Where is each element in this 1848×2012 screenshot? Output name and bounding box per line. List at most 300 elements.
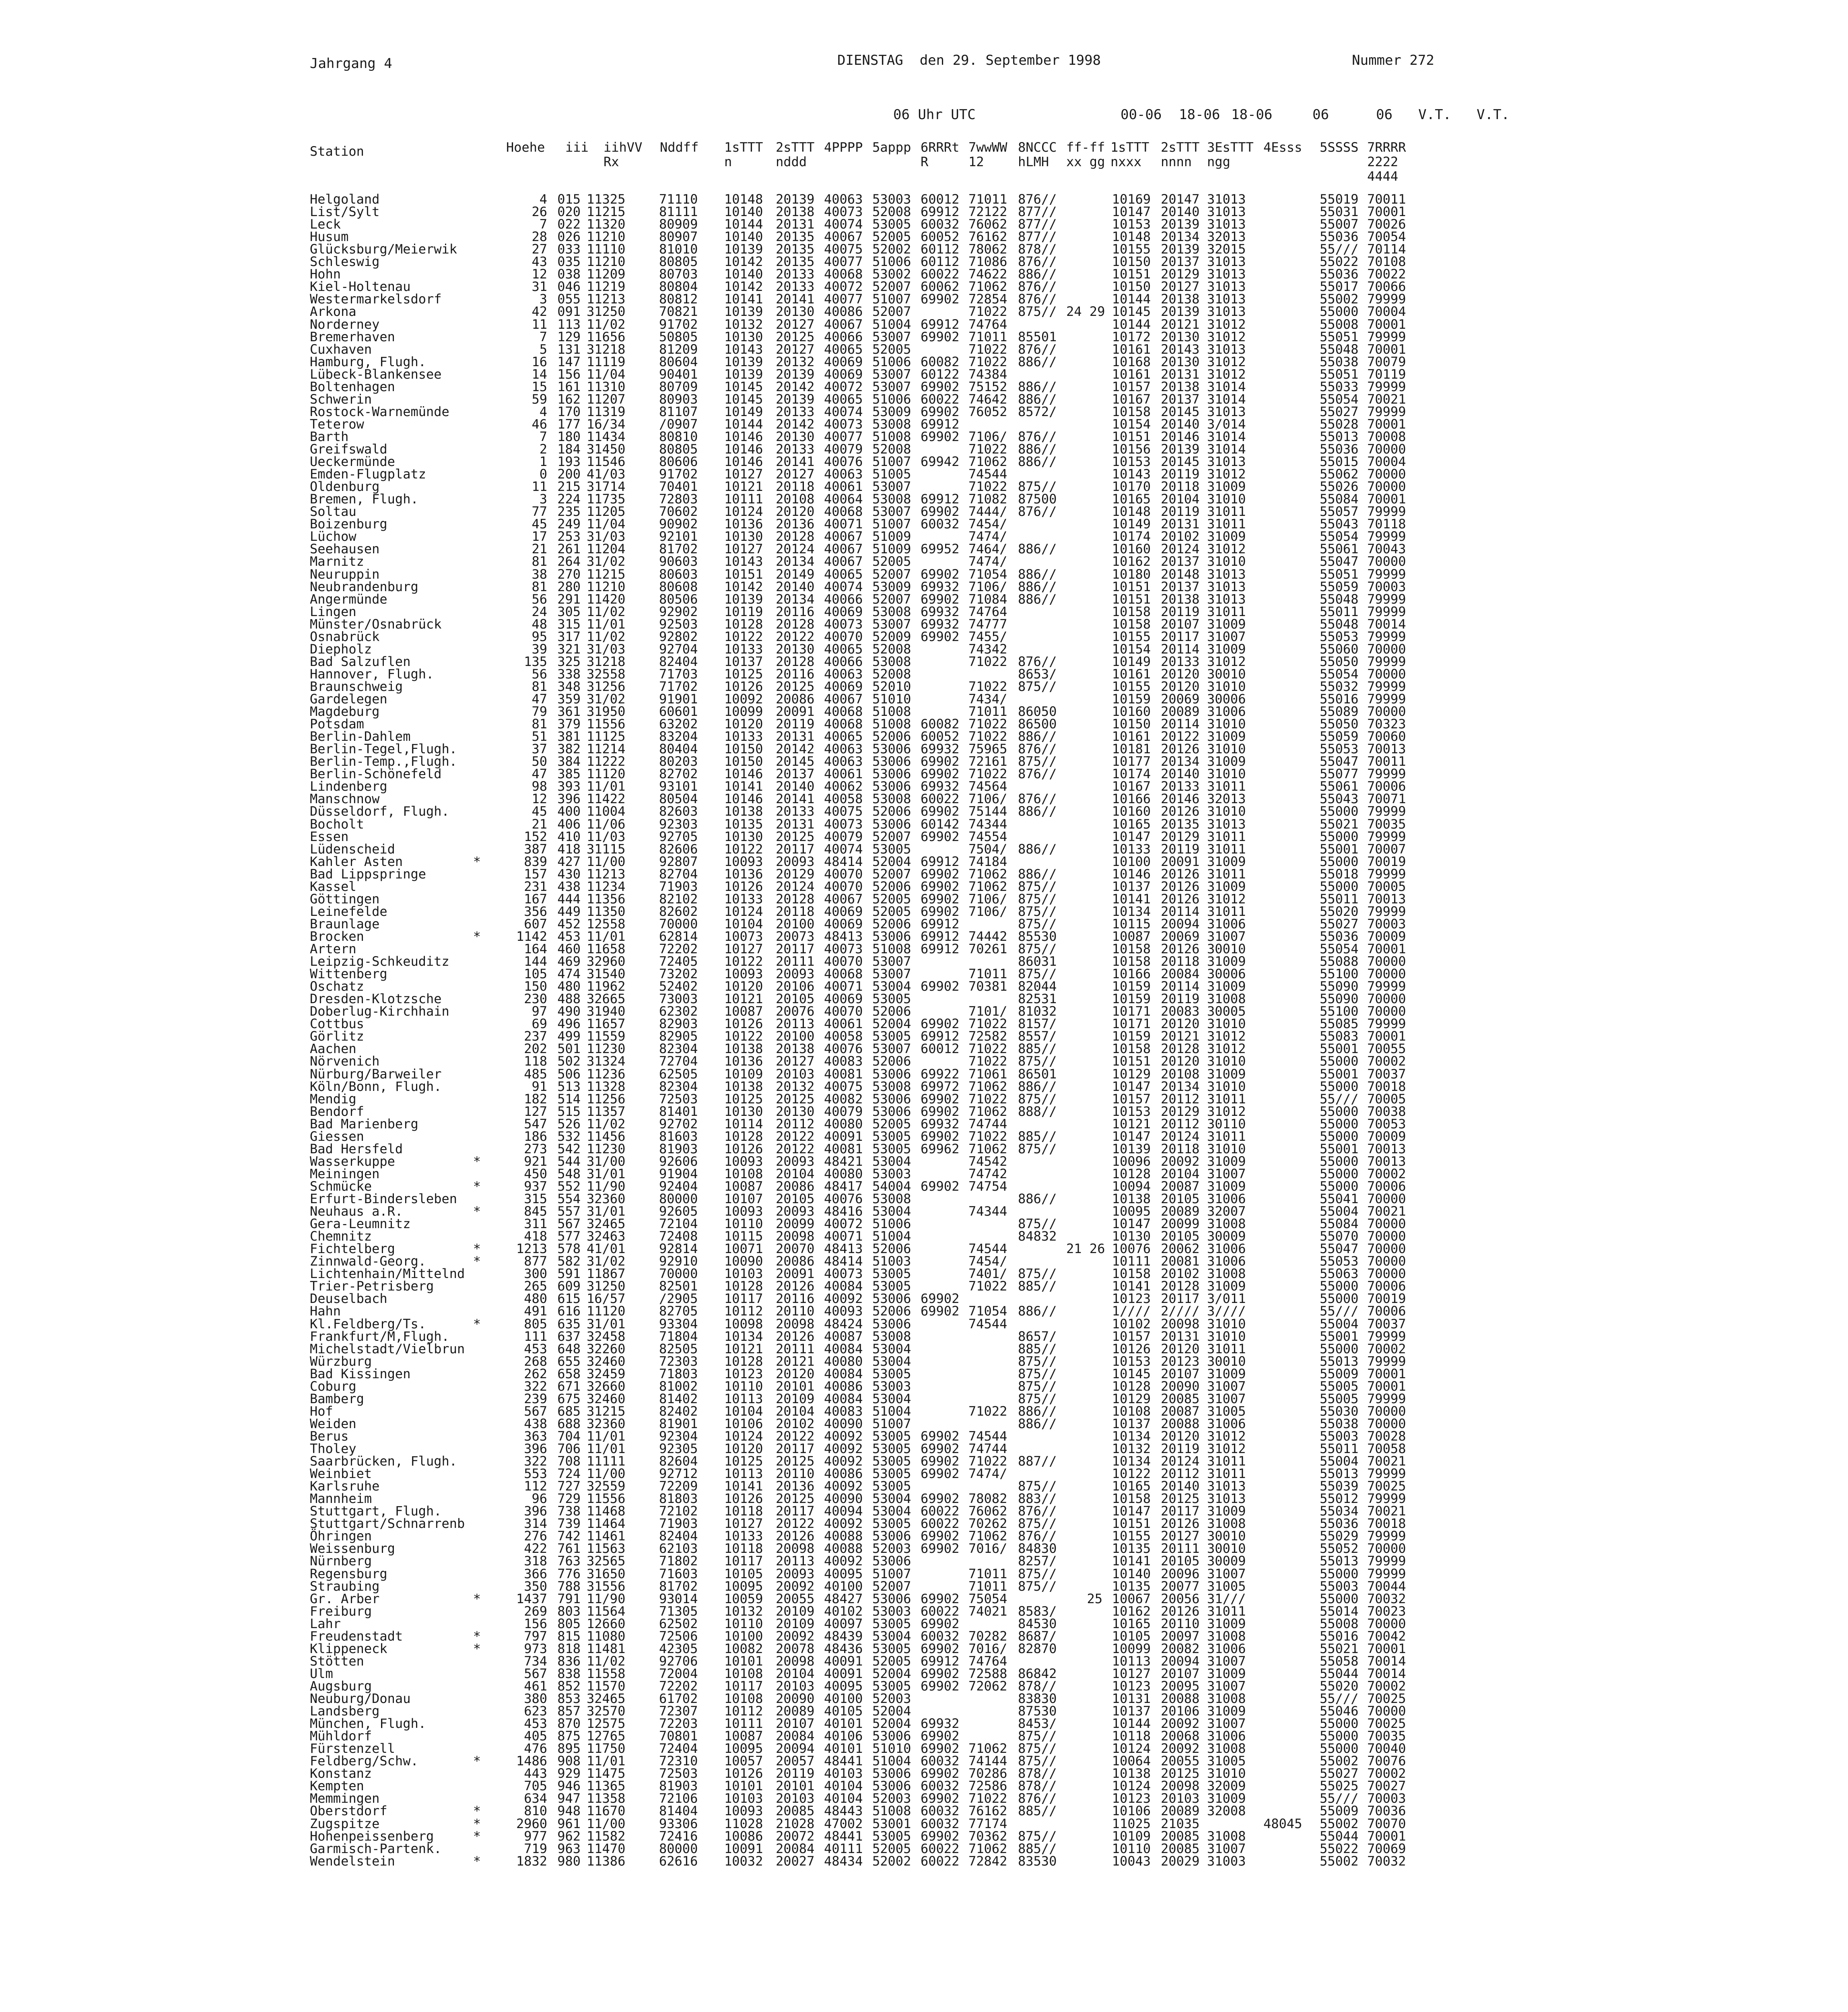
iii: 513 [557, 1078, 581, 1094]
nddff: 62616 [659, 1853, 698, 1869]
hoehe: 96 [532, 1491, 547, 1507]
nddff: 80709 [659, 379, 698, 394]
group-6rrrt: 69932 [921, 1116, 960, 1132]
group-5appp: 51007 [872, 1416, 911, 1431]
table-row [310, 1218, 1718, 1230]
nddff: 82404 [659, 1528, 698, 1544]
group-7rrrr: 70035 [1367, 816, 1406, 832]
group-1sttt-b: 10160 [1112, 541, 1151, 557]
group-7rrrr: 70000 [1367, 641, 1406, 657]
station-name: Braunschweig [310, 678, 403, 694]
group-2sttt-b: 20085 [1161, 1828, 1200, 1844]
group-7wwww: 71011 [968, 1566, 1007, 1581]
table-row [310, 555, 1718, 568]
group-7wwww: 7106/ [968, 891, 1007, 907]
group-8nccc: 875// [1018, 941, 1057, 957]
group-2sttt: 20130 [776, 641, 815, 657]
group-2sttt-b: 20138 [1161, 291, 1200, 307]
group-5appp: 53006 [872, 1528, 911, 1544]
group-2sttt-b: 20139 [1161, 304, 1200, 320]
group-4pppp: 40101 [824, 1716, 863, 1732]
nddff: 81702 [659, 541, 698, 557]
group-8nccc: 885// [1018, 1841, 1057, 1856]
iii: 249 [557, 516, 581, 532]
group-2sttt: 20120 [776, 504, 815, 519]
group-7rrrr: 70014 [1367, 1666, 1406, 1681]
group-1sttt-b: 10145 [1112, 304, 1151, 320]
iihvv: 11461 [587, 1528, 626, 1544]
group-4pppp: 40100 [824, 1578, 863, 1594]
group-7wwww: 70282 [968, 1628, 1007, 1644]
group-1sttt: 10118 [724, 1503, 763, 1519]
group-6rrrt: 60032 [921, 1778, 960, 1794]
group-8nccc: 876// [1018, 1503, 1057, 1519]
table-row [310, 943, 1718, 955]
iihvv: 11256 [587, 1091, 626, 1107]
group-2sttt: 20086 [776, 1178, 815, 1194]
iii: 616 [557, 1303, 581, 1319]
iii: 361 [557, 704, 581, 719]
group-3esttt: 31014 [1207, 441, 1246, 457]
group-5appp: 51007 [872, 454, 911, 470]
group-2sttt-b: 20126 [1161, 741, 1200, 757]
group-1sttt: 10099 [724, 704, 763, 719]
iii: 325 [557, 653, 581, 669]
hoehe: 38 [532, 566, 547, 582]
station-name: Memmingen [310, 1791, 380, 1806]
hoehe: 12 [532, 266, 547, 282]
group-1sttt: 10126 [724, 1141, 763, 1156]
group-1sttt-b: 10137 [1112, 1703, 1151, 1719]
group-7rrrr: 70066 [1367, 279, 1406, 295]
table-row [310, 1405, 1718, 1418]
group-1sttt: 10138 [724, 1041, 763, 1057]
station-name: Hannover, Flugh. [310, 666, 434, 682]
group-7rrrr: 70006 [1367, 1178, 1406, 1194]
group-2sttt: 20133 [776, 404, 815, 419]
group-4pppp: 40088 [824, 1528, 863, 1544]
group-1sttt: 10139 [724, 591, 763, 607]
group-2sttt-b: 20134 [1161, 754, 1200, 769]
group-7wwww: 72854 [968, 291, 1007, 307]
station-name: Weinbiet [310, 1466, 372, 1482]
group-1sttt: 10143 [724, 341, 763, 357]
group-2sttt-b: 2//// [1161, 1303, 1200, 1319]
group-7wwww: 7106/ [968, 579, 1007, 594]
nddff: 62502 [659, 1616, 698, 1631]
iii: 962 [557, 1828, 581, 1844]
group-3esttt: 31014 [1207, 379, 1246, 394]
group-2sttt-b: 20126 [1161, 1603, 1200, 1619]
group-1sttt: 10133 [724, 1528, 763, 1544]
group-2sttt: 20140 [776, 579, 815, 594]
group-4pppp: 40084 [824, 1341, 863, 1356]
group-2sttt-b: 20131 [1161, 516, 1200, 532]
group-7wwww: 74184 [968, 853, 1007, 869]
group-1sttt-b: 10170 [1112, 479, 1151, 495]
iii: 261 [557, 541, 581, 557]
group-2sttt: 20098 [776, 1316, 815, 1332]
group-2sttt: 20125 [776, 829, 815, 844]
group-1sttt-b: 10180 [1112, 566, 1151, 582]
group-2sttt: 20133 [776, 441, 815, 457]
nddff: 92404 [659, 1178, 698, 1194]
group-6rrrt: 60062 [921, 279, 960, 295]
group-1sttt-b: 10155 [1112, 629, 1151, 644]
group-5appp: 53004 [872, 1391, 911, 1406]
hoehe: 152 [524, 829, 547, 844]
group-1sttt-b: 10130 [1112, 1229, 1151, 1244]
group-6rrrt: 60052 [921, 229, 960, 245]
nddff: 92705 [659, 829, 698, 844]
group-5appp: 53006 [872, 1778, 911, 1794]
group-5ssss: 55021 [1320, 816, 1359, 832]
iihvv: 11456 [587, 1128, 626, 1144]
group-6rrrt: 69952 [921, 541, 960, 557]
group-2sttt: 20103 [776, 1791, 815, 1806]
nddff: 42305 [659, 1641, 698, 1656]
group-1sttt: 10130 [724, 329, 763, 344]
group-1sttt: 10113 [724, 1391, 763, 1406]
group-1sttt: 10107 [724, 1191, 763, 1206]
group-1sttt: 10110 [724, 1378, 763, 1394]
nddff: 80000 [659, 1191, 698, 1206]
group-7rrrr: 79999 [1367, 1466, 1406, 1482]
group-5appp: 52005 [872, 903, 911, 919]
iii: 385 [557, 766, 581, 782]
group-3esttt: 31007 [1207, 1566, 1246, 1581]
group-7rrrr: 70000 [1367, 1004, 1406, 1019]
nddff: 81603 [659, 1128, 698, 1144]
group-1sttt: 10141 [724, 291, 763, 307]
iihvv: 31/02 [587, 554, 626, 569]
group-5ssss: 55000 [1320, 878, 1359, 894]
hoehe: 39 [532, 641, 547, 657]
iii: 430 [557, 866, 581, 882]
group-7rrrr: 70007 [1367, 841, 1406, 857]
group-3esttt: 31009 [1207, 979, 1246, 994]
group-2sttt-b: 20089 [1161, 1803, 1200, 1819]
group-5ssss: 55032 [1320, 678, 1359, 694]
group-1sttt-b: 10124 [1112, 1741, 1151, 1756]
group-7rrrr: 70001 [1367, 1828, 1406, 1844]
group-3esttt: 31006 [1207, 916, 1246, 932]
date-line: DIENSTAG den 29. September 1998 [837, 52, 1101, 68]
table-row [310, 1605, 1718, 1618]
group-6rrrt: 69902 [921, 1466, 960, 1482]
group-2sttt: 20089 [776, 1703, 815, 1719]
group-1sttt-b: 10134 [1112, 1428, 1151, 1444]
group-1sttt-b: 10123 [1112, 1791, 1151, 1806]
group-7wwww: 71062 [968, 878, 1007, 894]
group-3esttt: 31013 [1207, 1478, 1246, 1494]
group-5appp: 53005 [872, 1641, 911, 1656]
station-name: Göttingen [310, 891, 380, 907]
station-name: Oldenburg [310, 479, 380, 495]
group-5ssss: 55000 [1320, 1741, 1359, 1756]
station-name: Regensburg [310, 1566, 387, 1581]
nddff: 93306 [659, 1816, 698, 1831]
group-5ssss: 55013 [1320, 429, 1359, 444]
group-1sttt-b: 10155 [1112, 241, 1151, 257]
iihvv: 11125 [587, 729, 626, 744]
table-row [310, 1093, 1718, 1105]
group-5appp: 51006 [872, 254, 911, 270]
group-3esttt: 31013 [1207, 204, 1246, 220]
iii: 490 [557, 1004, 581, 1019]
group-3esttt: 31/// [1207, 1591, 1246, 1606]
station-name: Norderney [310, 316, 380, 332]
group-5ssss: 55000 [1320, 1278, 1359, 1294]
iihvv: 31714 [587, 479, 626, 495]
group-8nccc: 886// [1018, 1191, 1057, 1206]
station-name: Angermünde [310, 591, 387, 607]
group-3esttt: 31012 [1207, 1029, 1246, 1044]
group-6rrrt: 69912 [921, 916, 960, 932]
group-5appp: 53008 [872, 491, 911, 507]
nddff: 82905 [659, 1029, 698, 1044]
group-6rrrt: 69932 [921, 1716, 960, 1732]
iii: 724 [557, 1466, 581, 1482]
group-5appp: 53007 [872, 504, 911, 519]
iii: 961 [557, 1816, 581, 1831]
group-7wwww: 74544 [968, 466, 1007, 482]
nddff: 91901 [659, 691, 698, 707]
group-1sttt: 10144 [724, 416, 763, 432]
nddff: 73202 [659, 966, 698, 982]
group-7rrrr: 79999 [1367, 903, 1406, 919]
hoehe: 476 [524, 1741, 547, 1756]
table-row [310, 581, 1718, 593]
hoehe: 3 [539, 291, 547, 307]
iii: 615 [557, 1291, 581, 1307]
group-4pppp: 40070 [824, 866, 863, 882]
group-2sttt-b: 20085 [1161, 1841, 1200, 1856]
group-5appp: 52008 [872, 641, 911, 657]
iihvv: 31115 [587, 841, 626, 857]
station-name: Neubrandenburg [310, 579, 418, 594]
iihvv: 11/00 [587, 1816, 626, 1831]
hoehe: 231 [524, 878, 547, 894]
group-7wwww: 71011 [968, 192, 1007, 207]
group-8nccc: 875// [1018, 916, 1057, 932]
iii: 406 [557, 816, 581, 832]
table-row [310, 668, 1718, 680]
group-1sttt-b: 10137 [1112, 878, 1151, 894]
group-6rrrt: 69902 [921, 429, 960, 444]
group-1sttt-b: 10148 [1112, 504, 1151, 519]
station-name: Coburg [310, 1378, 356, 1394]
group-7wwww: 71086 [968, 254, 1007, 270]
group-2sttt-b: 20107 [1161, 1366, 1200, 1381]
group-1sttt: 10120 [724, 1441, 763, 1456]
group-2sttt: 20141 [776, 454, 815, 470]
group-7wwww: 74544 [968, 1241, 1007, 1257]
group-4pppp: 40069 [824, 678, 863, 694]
group-2sttt: 20098 [776, 1653, 815, 1669]
iii: 685 [557, 1403, 581, 1419]
group-2sttt: 20119 [776, 1766, 815, 1781]
nddff: 80606 [659, 454, 698, 470]
nddff: 90902 [659, 516, 698, 532]
group-1sttt-b: 10144 [1112, 1716, 1151, 1732]
group-2sttt: 20118 [776, 479, 815, 495]
group-1sttt: 10108 [724, 1666, 763, 1681]
group-8nccc: 877// [1018, 216, 1057, 232]
table-row [310, 1655, 1718, 1668]
group-2sttt-b: 20097 [1161, 1628, 1200, 1644]
table-row [310, 543, 1718, 555]
group-6rrrt: 69932 [921, 604, 960, 619]
iii: 557 [557, 1204, 581, 1219]
iihvv: 31450 [587, 441, 626, 457]
table-row [310, 1593, 1718, 1605]
iihvv: 11120 [587, 766, 626, 782]
table-row [310, 206, 1718, 218]
iihvv: 11111 [587, 1453, 626, 1469]
nddff: 72104 [659, 1216, 698, 1232]
group-4pppp: 40105 [824, 1703, 863, 1719]
group-2sttt-b: 20106 [1161, 1703, 1200, 1719]
group-3esttt: 3/014 [1207, 416, 1246, 432]
group-7rrrr: 70000 [1367, 1241, 1406, 1257]
group-4pppp: 40080 [824, 1116, 863, 1132]
group-7wwww: 7454/ [968, 516, 1007, 532]
group-4pppp: 40067 [824, 316, 863, 332]
iii: 038 [557, 266, 581, 282]
group-7rrrr: 70025 [1367, 1478, 1406, 1494]
group-4pppp: 40061 [824, 766, 863, 782]
group-3esttt: 31011 [1207, 829, 1246, 844]
group-6rrrt: 69902 [921, 1591, 960, 1606]
group-2sttt: 20127 [776, 341, 815, 357]
station-name: Leipzig-Schkeuditz [310, 954, 449, 969]
iihvv: 11670 [587, 1803, 626, 1819]
iihvv: 11867 [587, 1266, 626, 1282]
iihvv: 31/01 [587, 1204, 626, 1219]
group-7rrrr: 79999 [1367, 1553, 1406, 1569]
iihvv: 12765 [587, 1728, 626, 1744]
group-5appp: 53005 [872, 1141, 911, 1156]
group-8nccc: 886// [1018, 866, 1057, 882]
group-5ssss: 55000 [1320, 1716, 1359, 1732]
station-name: Leinefelde [310, 903, 387, 919]
group-1sttt: 10120 [724, 716, 763, 732]
station-name: Hohenpeissenberg [310, 1828, 434, 1844]
hoehe: 112 [524, 1478, 547, 1494]
group-1sttt: 10114 [724, 1116, 763, 1132]
group-1sttt-b: 10162 [1112, 554, 1151, 569]
group-5ssss: 55041 [1320, 1191, 1359, 1206]
group-1sttt: 10136 [724, 516, 763, 532]
group-6rrrt: 69902 [921, 1616, 960, 1631]
group-1sttt: 10117 [724, 1291, 763, 1307]
group-8nccc: 875// [1018, 1478, 1057, 1494]
group-1sttt-b: 10166 [1112, 791, 1151, 807]
group-1sttt-b: 10134 [1112, 903, 1151, 919]
group-1sttt-b: 10147 [1112, 1503, 1151, 1519]
group-2sttt-b: 20112 [1161, 1116, 1200, 1132]
group-2sttt: 20112 [776, 1116, 815, 1132]
group-7wwww: 71062 [968, 1103, 1007, 1119]
iihvv: 11657 [587, 1016, 626, 1032]
group-6rrrt: 69902 [921, 1828, 960, 1844]
group-1sttt: 10071 [724, 1241, 763, 1257]
table-row [310, 980, 1718, 993]
group-2sttt: 20122 [776, 1516, 815, 1532]
group-4pppp: 40090 [824, 1491, 863, 1507]
hoehe: 719 [524, 1841, 547, 1856]
group-7wwww: 71022 [968, 1053, 1007, 1069]
group-6rrrt: 69922 [921, 1066, 960, 1082]
station-marker: * [473, 1178, 481, 1194]
iihvv: 31650 [587, 1566, 626, 1581]
group-4pppp: 40067 [824, 541, 863, 557]
nddff: 62505 [659, 1066, 698, 1082]
table-row [310, 1705, 1718, 1717]
group-2sttt: 20125 [776, 329, 815, 344]
group-7wwww: 71022 [968, 716, 1007, 732]
group-1sttt: 10091 [724, 1841, 763, 1856]
iihvv: 11/01 [587, 1441, 626, 1456]
table-row [310, 1555, 1718, 1567]
group-1sttt: 10146 [724, 429, 763, 444]
group-4pppp: 48443 [824, 1803, 863, 1819]
station-name: Manschnow [310, 791, 380, 807]
table-row [310, 406, 1718, 418]
group-8nccc: 876// [1018, 504, 1057, 519]
table-row [310, 1443, 1718, 1455]
group-3esttt: 31010 [1207, 1053, 1246, 1069]
group-7wwww: 76062 [968, 1503, 1007, 1519]
group-8nccc: 875// [1018, 1516, 1057, 1532]
group-7rrrr: 70014 [1367, 1653, 1406, 1669]
group-4pppp: 48414 [824, 1253, 863, 1269]
group-5appp: 53004 [872, 1204, 911, 1219]
group-8nccc: 875// [1018, 891, 1057, 907]
hoehe: 56 [532, 666, 547, 682]
group-5ssss: 55050 [1320, 653, 1359, 669]
group-4pppp: 40084 [824, 1278, 863, 1294]
group-5appp: 52002 [872, 241, 911, 257]
group-1sttt-b: 10151 [1112, 591, 1151, 607]
group-5ssss: 55005 [1320, 1391, 1359, 1406]
group-5ssss: 55008 [1320, 1616, 1359, 1631]
group-5ssss: 55048 [1320, 616, 1359, 632]
group-5ssss: 55046 [1320, 1703, 1359, 1719]
table-row [310, 868, 1718, 880]
jahrgang-label: Jahrgang 4 [310, 56, 392, 72]
group-2sttt: 20101 [776, 1378, 815, 1394]
group-5appp: 52007 [872, 279, 911, 295]
iihvv: 16/57 [587, 1291, 626, 1307]
group-8nccc: 86031 [1018, 954, 1057, 969]
nddff: 71703 [659, 666, 698, 682]
group-4pppp: 40065 [824, 641, 863, 657]
group-4pppp: 40092 [824, 1516, 863, 1532]
group-5appp: 54004 [872, 1178, 911, 1194]
iihvv: 11/02 [587, 1116, 626, 1132]
iihvv: 11/01 [587, 616, 626, 632]
group-2sttt: 20104 [776, 1403, 815, 1419]
nddff: 92304 [659, 1428, 698, 1444]
nddff: 83204 [659, 729, 698, 744]
group-8nccc: 83830 [1018, 1691, 1057, 1706]
group-7wwww: 74754 [968, 1178, 1007, 1194]
group-1sttt: 10150 [724, 754, 763, 769]
hoehe: 1 [539, 454, 547, 470]
group-5ssss: 55036 [1320, 266, 1359, 282]
